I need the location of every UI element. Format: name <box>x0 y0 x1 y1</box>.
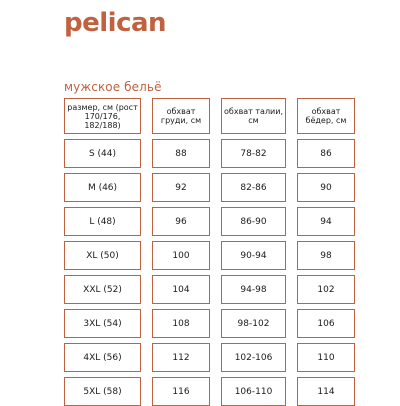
cell-hips: 98 <box>297 241 355 270</box>
size-chart-table <box>64 98 354 406</box>
cell-hips: 110 <box>297 343 355 372</box>
header-waist: обхват талии, см <box>221 98 286 134</box>
cell-hips: 102 <box>297 275 355 304</box>
cell-size: XXL (52) <box>64 275 141 304</box>
cell-waist: 106-110 <box>221 377 286 406</box>
cell-hips: 114 <box>297 377 355 406</box>
cell-waist: 98-102 <box>221 309 286 338</box>
cell-size: M (46) <box>64 173 141 202</box>
page-subtitle: мужское бельё <box>64 80 162 94</box>
cell-chest: 116 <box>152 377 210 406</box>
cell-size: 4XL (56) <box>64 343 141 372</box>
cell-waist: 86-90 <box>221 207 286 236</box>
cell-hips: 90 <box>297 173 355 202</box>
cell-chest: 96 <box>152 207 210 236</box>
header-size: размер, см (рост 170/176, 182/188) <box>64 98 141 134</box>
cell-hips: 94 <box>297 207 355 236</box>
cell-size: 5XL (58) <box>64 377 141 406</box>
cell-chest: 112 <box>152 343 210 372</box>
cell-chest: 92 <box>152 173 210 202</box>
cell-waist: 94-98 <box>221 275 286 304</box>
cell-waist: 102-106 <box>221 343 286 372</box>
brand-logo: pelican <box>64 8 167 38</box>
header-chest: обхват груди, см <box>152 98 210 134</box>
cell-hips: 86 <box>297 139 355 168</box>
cell-size: 3XL (54) <box>64 309 141 338</box>
header-hips: обхват бёдер, см <box>297 98 355 134</box>
cell-chest: 100 <box>152 241 210 270</box>
cell-size: S (44) <box>64 139 141 168</box>
cell-waist: 90-94 <box>221 241 286 270</box>
cell-chest: 88 <box>152 139 210 168</box>
cell-waist: 82-86 <box>221 173 286 202</box>
cell-hips: 106 <box>297 309 355 338</box>
cell-waist: 78-82 <box>221 139 286 168</box>
cell-chest: 108 <box>152 309 210 338</box>
cell-size: XL (50) <box>64 241 141 270</box>
cell-chest: 104 <box>152 275 210 304</box>
cell-size: L (48) <box>64 207 141 236</box>
